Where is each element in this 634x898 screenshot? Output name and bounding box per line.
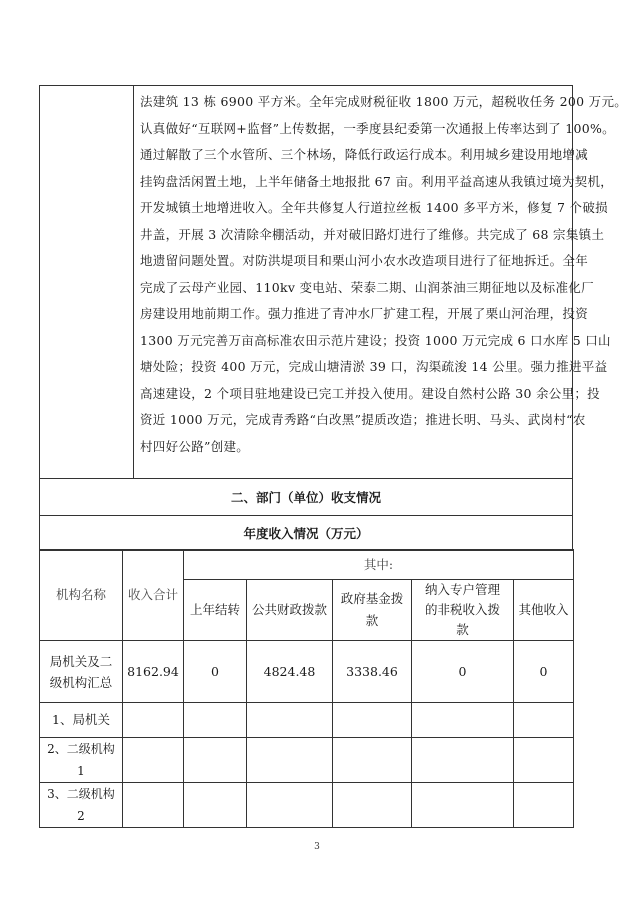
income-table [39,549,574,828]
header-group-label: 其中: [184,550,574,580]
row-total [123,738,184,783]
row-name: 局机关及二级机构汇总 [40,641,123,703]
section-title: 二、部门（单位）收支情况 [40,479,573,516]
narrative-line: 村四好公路”创建。 [140,438,250,454]
narrative-text [134,86,628,479]
row-name: 2、二级机构 1 [40,738,123,783]
header-org-name: 机构名称 [40,550,123,641]
narrative-line: 通过解散了三个水管所、三个林场，降低行政运行成本。利用城乡建设用地增减 [140,147,589,162]
sub-title-row [40,516,573,551]
row-value [412,703,514,738]
row-value [333,703,412,738]
table-row [40,641,574,703]
row-value [333,783,412,828]
narrative-line: 认真做好“互联网+监督”上传数据，一季度县纪委第一次通报上传率达到了 100%。 [140,120,615,136]
header-public-finance: 公共财政拨款 [247,580,333,641]
narrative-line: 井盖，开展 3 次清除伞棚活动，并对破旧路灯进行了维修。共完成了 68 宗集镇土 [140,226,605,242]
header-non-tax-special-account: 纳入专户管理的非税收入拨款 [412,580,514,641]
row-value [412,783,514,828]
page-number: 3 [314,842,320,852]
narrative-line: 1300 万元完善万亩高标准农田示范片建设；投资 1000 万元完成 6 口水库 5 口山 [140,332,611,348]
row-value: 3338.46 [333,641,412,703]
report-table [39,85,628,551]
row-total [123,703,184,738]
row-value [514,703,574,738]
header-other-income: 其他收入 [514,580,574,641]
narrative-line: 高速建设，2 个项目驻地建设已完工并投入使用。建设自然村公路 30 余公里；投 [140,385,600,401]
row-value [247,738,333,783]
row-value [184,738,247,783]
narrative-line: 房建设用地前期工作。强力推进了青冲水厂扩建工程，开展了栗山河治理，投资 [140,306,589,321]
table-row [40,738,574,783]
narrative-line: 完成了云母产业园、110kv 变电站、荣泰二期、山润茶油三期征地以及标准化厂 [140,279,594,295]
narrative-line: 地遗留问题处置。对防洪堤项目和栗山河小农水改造项目进行了征地拆迁。全年 [140,253,589,268]
table-row [40,703,574,738]
row-value [412,738,514,783]
row-value [514,783,574,828]
narrative-line: 法建筑 13 栋 6900 平方米。全年完成财税征收 1800 万元，超税收任务 200 万元。 [140,94,628,109]
header-total: 收入合计 [123,550,184,641]
narrative-label-cell [40,86,134,479]
narrative-line: 开发城镇土地增进收入。全年共修复人行道拉丝板 1400 多平方米，修复 7 个破损 [140,200,608,215]
row-name: 3、二级机构 2 [40,783,123,828]
row-name: 1、局机关 [40,703,123,738]
row-value: 0 [412,641,514,703]
narrative-line: 挂钩盘活闲置土地，上半年储备土地报批 67 亩。利用平益高速从我镇过境为契机， [140,173,614,189]
row-value [247,703,333,738]
row-value [184,783,247,828]
narrative-line: 塘处险；投资 400 万元，完成山塘清淤 39 口，沟渠疏浚 14 公里。强力推进平益 [140,359,608,374]
row-value: 4824.48 [247,641,333,703]
header-gov-fund: 政府基金拨款 [333,580,412,641]
row-value [514,738,574,783]
row-value: 0 [514,641,574,703]
row-total: 8162.94 [123,641,184,703]
narrative-row [40,86,573,479]
header-prior-year-carryover: 上年结转 [184,580,247,641]
income-table-title: 年度收入情况（万元） [40,516,573,551]
row-value [247,783,333,828]
narrative-line: 资近 1000 万元，完成青秀路“白改黑”提质改造；推进长明、马头、武岗村“农 [140,412,586,427]
header-row-group [40,550,574,580]
row-total [123,783,184,828]
row-value [184,703,247,738]
row-value: 0 [184,641,247,703]
section-title-row [40,479,573,516]
row-value [333,738,412,783]
table-row [40,783,574,828]
